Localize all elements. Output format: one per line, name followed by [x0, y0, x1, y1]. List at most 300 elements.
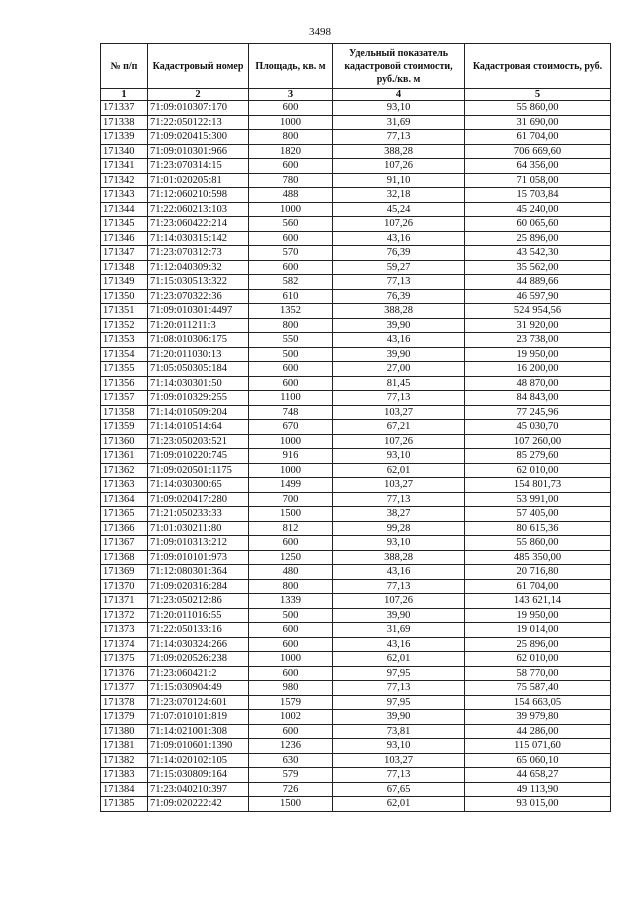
row-number-cell: 171339	[101, 130, 148, 145]
table-row	[101, 507, 611, 522]
row-number-cell: 171352	[101, 318, 148, 333]
unit-rate-cell: 76,39	[333, 289, 465, 304]
column-index: 4	[333, 89, 465, 101]
cadastral-number-cell: 71:14:030315:142	[148, 231, 249, 246]
page-number: 3498	[309, 26, 331, 38]
cadastral-number-cell: 71:09:020501:1175	[148, 463, 249, 478]
cadastral-value-cell: 85 279,60	[465, 449, 611, 464]
row-number-cell: 171385	[101, 797, 148, 812]
header-cadastral-number: Кадастровый номер	[148, 44, 249, 89]
cadastral-value-cell: 107 260,00	[465, 434, 611, 449]
cadastral-value-cell: 46 597,90	[465, 289, 611, 304]
cadastral-value-cell: 45 240,00	[465, 202, 611, 217]
cadastral-number-cell: 71:08:010306:175	[148, 333, 249, 348]
table-row	[101, 652, 611, 667]
area-cell: 480	[249, 565, 333, 580]
table-row	[101, 304, 611, 319]
row-number-cell: 171347	[101, 246, 148, 261]
cadastral-number-cell: 71:23:040210:397	[148, 782, 249, 797]
cadastral-value-cell: 65 060,10	[465, 753, 611, 768]
row-number-cell: 171374	[101, 637, 148, 652]
cadastral-number-cell: 71:09:010301:4497	[148, 304, 249, 319]
area-cell: 1500	[249, 507, 333, 522]
area-cell: 610	[249, 289, 333, 304]
table-row	[101, 536, 611, 551]
table-row	[101, 217, 611, 232]
table-row	[101, 420, 611, 435]
area-cell: 600	[249, 623, 333, 638]
unit-rate-cell: 388,28	[333, 304, 465, 319]
area-cell: 600	[249, 159, 333, 174]
area-cell: 800	[249, 318, 333, 333]
row-number-cell: 171362	[101, 463, 148, 478]
area-cell: 800	[249, 579, 333, 594]
table-row	[101, 362, 611, 377]
row-number-cell: 171373	[101, 623, 148, 638]
cadastral-value-cell: 31 690,00	[465, 115, 611, 130]
cadastral-number-cell: 71:23:070322:36	[148, 289, 249, 304]
area-cell: 1002	[249, 710, 333, 725]
area-cell: 1000	[249, 652, 333, 667]
unit-rate-cell: 31,69	[333, 115, 465, 130]
cadastral-value-cell: 44 658,27	[465, 768, 611, 783]
area-cell: 600	[249, 666, 333, 681]
table-row	[101, 289, 611, 304]
area-cell: 600	[249, 260, 333, 275]
row-number-cell: 171346	[101, 231, 148, 246]
cadastral-number-cell: 71:23:050212:86	[148, 594, 249, 609]
cadastral-number-cell: 71:23:070314:15	[148, 159, 249, 174]
unit-rate-cell: 107,26	[333, 159, 465, 174]
header-row-number: № п/п	[101, 44, 148, 89]
row-number-cell: 171344	[101, 202, 148, 217]
table-row	[101, 115, 611, 130]
table-row	[101, 637, 611, 652]
area-cell: 582	[249, 275, 333, 290]
cadastral-number-cell: 71:09:010329:255	[148, 391, 249, 406]
row-number-cell: 171384	[101, 782, 148, 797]
row-number-cell: 171342	[101, 173, 148, 188]
row-number-cell: 171348	[101, 260, 148, 275]
area-cell: 1820	[249, 144, 333, 159]
area-cell: 600	[249, 637, 333, 652]
row-number-cell: 171350	[101, 289, 148, 304]
cadastral-number-cell: 71:01:030211:80	[148, 521, 249, 536]
cadastral-number-cell: 71:20:011030:13	[148, 347, 249, 362]
unit-rate-cell: 67,21	[333, 420, 465, 435]
area-cell: 560	[249, 217, 333, 232]
area-cell: 1236	[249, 739, 333, 754]
table-row	[101, 246, 611, 261]
cadastral-value-cell: 25 896,00	[465, 231, 611, 246]
table-row	[101, 710, 611, 725]
area-cell: 1500	[249, 797, 333, 812]
area-cell: 570	[249, 246, 333, 261]
cadastral-value-cell: 71 058,00	[465, 173, 611, 188]
cadastral-number-cell: 71:22:060213:103	[148, 202, 249, 217]
row-number-cell: 171356	[101, 376, 148, 391]
row-number-cell: 171357	[101, 391, 148, 406]
table-row	[101, 608, 611, 623]
row-number-cell: 171361	[101, 449, 148, 464]
table-row	[101, 521, 611, 536]
cadastral-number-cell: 71:09:020417:280	[148, 492, 249, 507]
unit-rate-cell: 77,13	[333, 579, 465, 594]
cadastral-value-cell: 31 920,00	[465, 318, 611, 333]
area-cell: 1579	[249, 695, 333, 710]
table-row	[101, 594, 611, 609]
unit-rate-cell: 43,16	[333, 565, 465, 580]
cadastral-number-cell: 71:09:010220:745	[148, 449, 249, 464]
unit-rate-cell: 93,10	[333, 449, 465, 464]
area-cell: 670	[249, 420, 333, 435]
cadastral-value-cell: 77 245,96	[465, 405, 611, 420]
row-number-cell: 171368	[101, 550, 148, 565]
unit-rate-cell: 62,01	[333, 463, 465, 478]
cadastral-value-cell: 19 950,00	[465, 608, 611, 623]
unit-rate-cell: 45,24	[333, 202, 465, 217]
unit-rate-cell: 59,27	[333, 260, 465, 275]
area-cell: 1000	[249, 115, 333, 130]
unit-rate-cell: 107,26	[333, 217, 465, 232]
column-index: 5	[465, 89, 611, 101]
cadastral-number-cell: 71:21:050233:33	[148, 507, 249, 522]
row-number-cell: 171376	[101, 666, 148, 681]
unit-rate-cell: 62,01	[333, 797, 465, 812]
unit-rate-cell: 93,10	[333, 536, 465, 551]
table-row	[101, 666, 611, 681]
cadastral-value-cell: 53 991,00	[465, 492, 611, 507]
area-cell: 600	[249, 362, 333, 377]
table-row	[101, 478, 611, 493]
row-number-cell: 171381	[101, 739, 148, 754]
row-number-cell: 171349	[101, 275, 148, 290]
unit-rate-cell: 43,16	[333, 333, 465, 348]
cadastral-value-cell: 58 770,00	[465, 666, 611, 681]
unit-rate-cell: 103,27	[333, 753, 465, 768]
unit-rate-cell: 77,13	[333, 768, 465, 783]
area-cell: 916	[249, 449, 333, 464]
unit-rate-cell: 32,18	[333, 188, 465, 203]
header-cadastral-value: Кадастровая стоимость, руб.	[465, 44, 611, 89]
cadastral-number-cell: 71:15:030809:164	[148, 768, 249, 783]
cadastral-value-cell: 57 405,00	[465, 507, 611, 522]
table-row	[101, 492, 611, 507]
cadastral-number-cell: 71:09:010101:973	[148, 550, 249, 565]
area-cell: 550	[249, 333, 333, 348]
cadastral-number-cell: 71:12:040309:32	[148, 260, 249, 275]
table-row	[101, 681, 611, 696]
row-number-cell: 171359	[101, 420, 148, 435]
unit-rate-cell: 107,26	[333, 434, 465, 449]
cadastral-value-cell: 43 542,30	[465, 246, 611, 261]
cadastral-value-cell: 75 587,40	[465, 681, 611, 696]
cadastral-value-cell: 154 801,73	[465, 478, 611, 493]
table-row	[101, 376, 611, 391]
table-row	[101, 391, 611, 406]
row-number-cell: 171355	[101, 362, 148, 377]
unit-rate-cell: 39,90	[333, 710, 465, 725]
unit-rate-cell: 39,90	[333, 608, 465, 623]
cadastral-value-cell: 15 703,84	[465, 188, 611, 203]
cadastral-value-cell: 62 010,00	[465, 463, 611, 478]
unit-rate-cell: 27,00	[333, 362, 465, 377]
cadastral-value-cell: 44 889,66	[465, 275, 611, 290]
row-number-cell: 171353	[101, 333, 148, 348]
cadastral-value-table	[100, 43, 611, 812]
row-number-cell: 171343	[101, 188, 148, 203]
row-number-cell: 171337	[101, 101, 148, 116]
unit-rate-cell: 76,39	[333, 246, 465, 261]
table-row	[101, 463, 611, 478]
area-cell: 600	[249, 536, 333, 551]
cadastral-number-cell: 71:14:010514:64	[148, 420, 249, 435]
table-row	[101, 623, 611, 638]
cadastral-number-cell: 71:12:060210:598	[148, 188, 249, 203]
cadastral-value-cell: 44 286,00	[465, 724, 611, 739]
unit-rate-cell: 81,45	[333, 376, 465, 391]
row-number-cell: 171360	[101, 434, 148, 449]
area-cell: 600	[249, 101, 333, 116]
cadastral-value-cell: 93 015,00	[465, 797, 611, 812]
area-cell: 780	[249, 173, 333, 188]
unit-rate-cell: 107,26	[333, 594, 465, 609]
header-unit-rate: Удельный показатель кадастровой стоимости, руб./кв. м	[333, 44, 465, 89]
cadastral-value-cell: 48 870,00	[465, 376, 611, 391]
cadastral-number-cell: 71:09:010307:170	[148, 101, 249, 116]
cadastral-value-cell: 25 896,00	[465, 637, 611, 652]
row-number-cell: 171340	[101, 144, 148, 159]
unit-rate-cell: 388,28	[333, 550, 465, 565]
row-number-cell: 171371	[101, 594, 148, 609]
row-number-cell: 171370	[101, 579, 148, 594]
cadastral-number-cell: 71:09:020415:300	[148, 130, 249, 145]
table-row	[101, 318, 611, 333]
area-cell: 800	[249, 130, 333, 145]
row-number-cell: 171367	[101, 536, 148, 551]
area-cell: 812	[249, 521, 333, 536]
cadastral-value-cell: 154 663,05	[465, 695, 611, 710]
unit-rate-cell: 43,16	[333, 231, 465, 246]
table-row	[101, 260, 611, 275]
row-number-cell: 171363	[101, 478, 148, 493]
cadastral-number-cell: 71:22:050133:16	[148, 623, 249, 638]
unit-rate-cell: 39,90	[333, 347, 465, 362]
cadastral-value-cell: 60 065,60	[465, 217, 611, 232]
cadastral-number-cell: 71:23:050203:521	[148, 434, 249, 449]
cadastral-value-cell: 23 738,00	[465, 333, 611, 348]
table-row	[101, 579, 611, 594]
row-number-cell: 171378	[101, 695, 148, 710]
unit-rate-cell: 99,28	[333, 521, 465, 536]
cadastral-value-cell: 84 843,00	[465, 391, 611, 406]
unit-rate-cell: 38,27	[333, 507, 465, 522]
area-cell: 488	[249, 188, 333, 203]
unit-rate-cell: 93,10	[333, 101, 465, 116]
cadastral-number-cell: 71:09:020526:238	[148, 652, 249, 667]
area-cell: 600	[249, 376, 333, 391]
cadastral-number-cell: 71:12:080301:364	[148, 565, 249, 580]
cadastral-value-cell: 143 621,14	[465, 594, 611, 609]
cadastral-number-cell: 71:23:070124:601	[148, 695, 249, 710]
cadastral-value-cell: 39 979,80	[465, 710, 611, 725]
row-number-cell: 171383	[101, 768, 148, 783]
table-row	[101, 797, 611, 812]
cadastral-number-cell: 71:22:050122:13	[148, 115, 249, 130]
table-row	[101, 173, 611, 188]
area-cell: 600	[249, 724, 333, 739]
cadastral-number-cell: 71:15:030904:49	[148, 681, 249, 696]
column-index: 2	[148, 89, 249, 101]
cadastral-value-cell: 55 860,00	[465, 101, 611, 116]
cadastral-value-cell: 61 704,00	[465, 130, 611, 145]
unit-rate-cell: 67,65	[333, 782, 465, 797]
cadastral-number-cell: 71:09:010313:212	[148, 536, 249, 551]
cadastral-value-cell: 55 860,00	[465, 536, 611, 551]
cadastral-number-cell: 71:20:011211:3	[148, 318, 249, 333]
unit-rate-cell: 77,13	[333, 492, 465, 507]
unit-rate-cell: 77,13	[333, 130, 465, 145]
area-cell: 1339	[249, 594, 333, 609]
table-row	[101, 188, 611, 203]
unit-rate-cell: 62,01	[333, 652, 465, 667]
cadastral-number-cell: 71:20:011016:55	[148, 608, 249, 623]
area-cell: 1000	[249, 434, 333, 449]
row-number-cell: 171364	[101, 492, 148, 507]
table-row	[101, 275, 611, 290]
cadastral-value-cell: 49 113,90	[465, 782, 611, 797]
unit-rate-cell: 77,13	[333, 681, 465, 696]
cadastral-number-cell: 71:05:050305:184	[148, 362, 249, 377]
table-row	[101, 768, 611, 783]
cadastral-number-cell: 71:14:020102:105	[148, 753, 249, 768]
area-cell: 1000	[249, 463, 333, 478]
cadastral-number-cell: 71:14:010509:204	[148, 405, 249, 420]
area-cell: 600	[249, 231, 333, 246]
column-index: 1	[101, 89, 148, 101]
row-number-cell: 171369	[101, 565, 148, 580]
cadastral-number-cell: 71:15:030513:322	[148, 275, 249, 290]
cadastral-value-cell: 706 669,60	[465, 144, 611, 159]
header-area: Площадь, кв. м	[249, 44, 333, 89]
cadastral-value-cell: 16 200,00	[465, 362, 611, 377]
table-row	[101, 753, 611, 768]
cadastral-number-cell: 71:23:070312:73	[148, 246, 249, 261]
area-cell: 1499	[249, 478, 333, 493]
row-number-cell: 171379	[101, 710, 148, 725]
row-number-cell: 171341	[101, 159, 148, 174]
column-index: 3	[249, 89, 333, 101]
unit-rate-cell: 43,16	[333, 637, 465, 652]
area-cell: 726	[249, 782, 333, 797]
unit-rate-cell: 39,90	[333, 318, 465, 333]
cadastral-value-cell: 115 071,60	[465, 739, 611, 754]
cadastral-value-cell: 524 954,56	[465, 304, 611, 319]
cadastral-number-cell: 71:14:021001:308	[148, 724, 249, 739]
area-cell: 748	[249, 405, 333, 420]
row-number-cell: 171365	[101, 507, 148, 522]
area-cell: 579	[249, 768, 333, 783]
unit-rate-cell: 77,13	[333, 275, 465, 290]
row-number-cell: 171380	[101, 724, 148, 739]
cadastral-number-cell: 71:14:030301:50	[148, 376, 249, 391]
cadastral-value-cell: 19 014,00	[465, 623, 611, 638]
table-row	[101, 550, 611, 565]
area-cell: 630	[249, 753, 333, 768]
table-row	[101, 695, 611, 710]
area-cell: 980	[249, 681, 333, 696]
unit-rate-cell: 97,95	[333, 695, 465, 710]
table-row	[101, 405, 611, 420]
cadastral-value-cell: 20 716,80	[465, 565, 611, 580]
cadastral-value-cell: 80 615,36	[465, 521, 611, 536]
cadastral-number-cell: 71:14:030324:266	[148, 637, 249, 652]
row-number-cell: 171358	[101, 405, 148, 420]
cadastral-value-cell: 45 030,70	[465, 420, 611, 435]
unit-rate-cell: 93,10	[333, 739, 465, 754]
table-row	[101, 231, 611, 246]
cadastral-number-cell: 71:07:010101:819	[148, 710, 249, 725]
area-cell: 1100	[249, 391, 333, 406]
table-row	[101, 449, 611, 464]
area-cell: 500	[249, 608, 333, 623]
cadastral-number-cell: 71:09:010601:1390	[148, 739, 249, 754]
row-number-cell: 171338	[101, 115, 148, 130]
table-row	[101, 130, 611, 145]
unit-rate-cell: 31,69	[333, 623, 465, 638]
table-row	[101, 159, 611, 174]
cadastral-number-cell: 71:23:060421:2	[148, 666, 249, 681]
table-header-row	[101, 44, 611, 89]
cadastral-value-cell: 62 010,00	[465, 652, 611, 667]
row-number-cell: 171377	[101, 681, 148, 696]
cadastral-number-cell: 71:09:010301:966	[148, 144, 249, 159]
area-cell: 1352	[249, 304, 333, 319]
area-cell: 1250	[249, 550, 333, 565]
area-cell: 500	[249, 347, 333, 362]
row-number-cell: 171354	[101, 347, 148, 362]
table-row	[101, 333, 611, 348]
cadastral-number-cell: 71:09:020222:42	[148, 797, 249, 812]
unit-rate-cell: 73,81	[333, 724, 465, 739]
cadastral-value-cell: 61 704,00	[465, 579, 611, 594]
unit-rate-cell: 103,27	[333, 405, 465, 420]
cadastral-value-cell: 19 950,00	[465, 347, 611, 362]
area-cell: 700	[249, 492, 333, 507]
row-number-cell: 171375	[101, 652, 148, 667]
area-cell: 1000	[249, 202, 333, 217]
table-row	[101, 144, 611, 159]
unit-rate-cell: 77,13	[333, 391, 465, 406]
cadastral-value-cell: 64 356,00	[465, 159, 611, 174]
table-row	[101, 434, 611, 449]
table-row	[101, 202, 611, 217]
row-number-cell: 171372	[101, 608, 148, 623]
unit-rate-cell: 97,95	[333, 666, 465, 681]
table-row	[101, 782, 611, 797]
cadastral-number-cell: 71:09:020316:284	[148, 579, 249, 594]
row-number-cell: 171366	[101, 521, 148, 536]
cadastral-number-cell: 71:01:020205:81	[148, 173, 249, 188]
row-number-cell: 171345	[101, 217, 148, 232]
cadastral-value-cell: 35 562,00	[465, 260, 611, 275]
table-row	[101, 724, 611, 739]
table-row	[101, 101, 611, 116]
table-row	[101, 565, 611, 580]
row-number-cell: 171351	[101, 304, 148, 319]
unit-rate-cell: 91,10	[333, 173, 465, 188]
table-row	[101, 347, 611, 362]
